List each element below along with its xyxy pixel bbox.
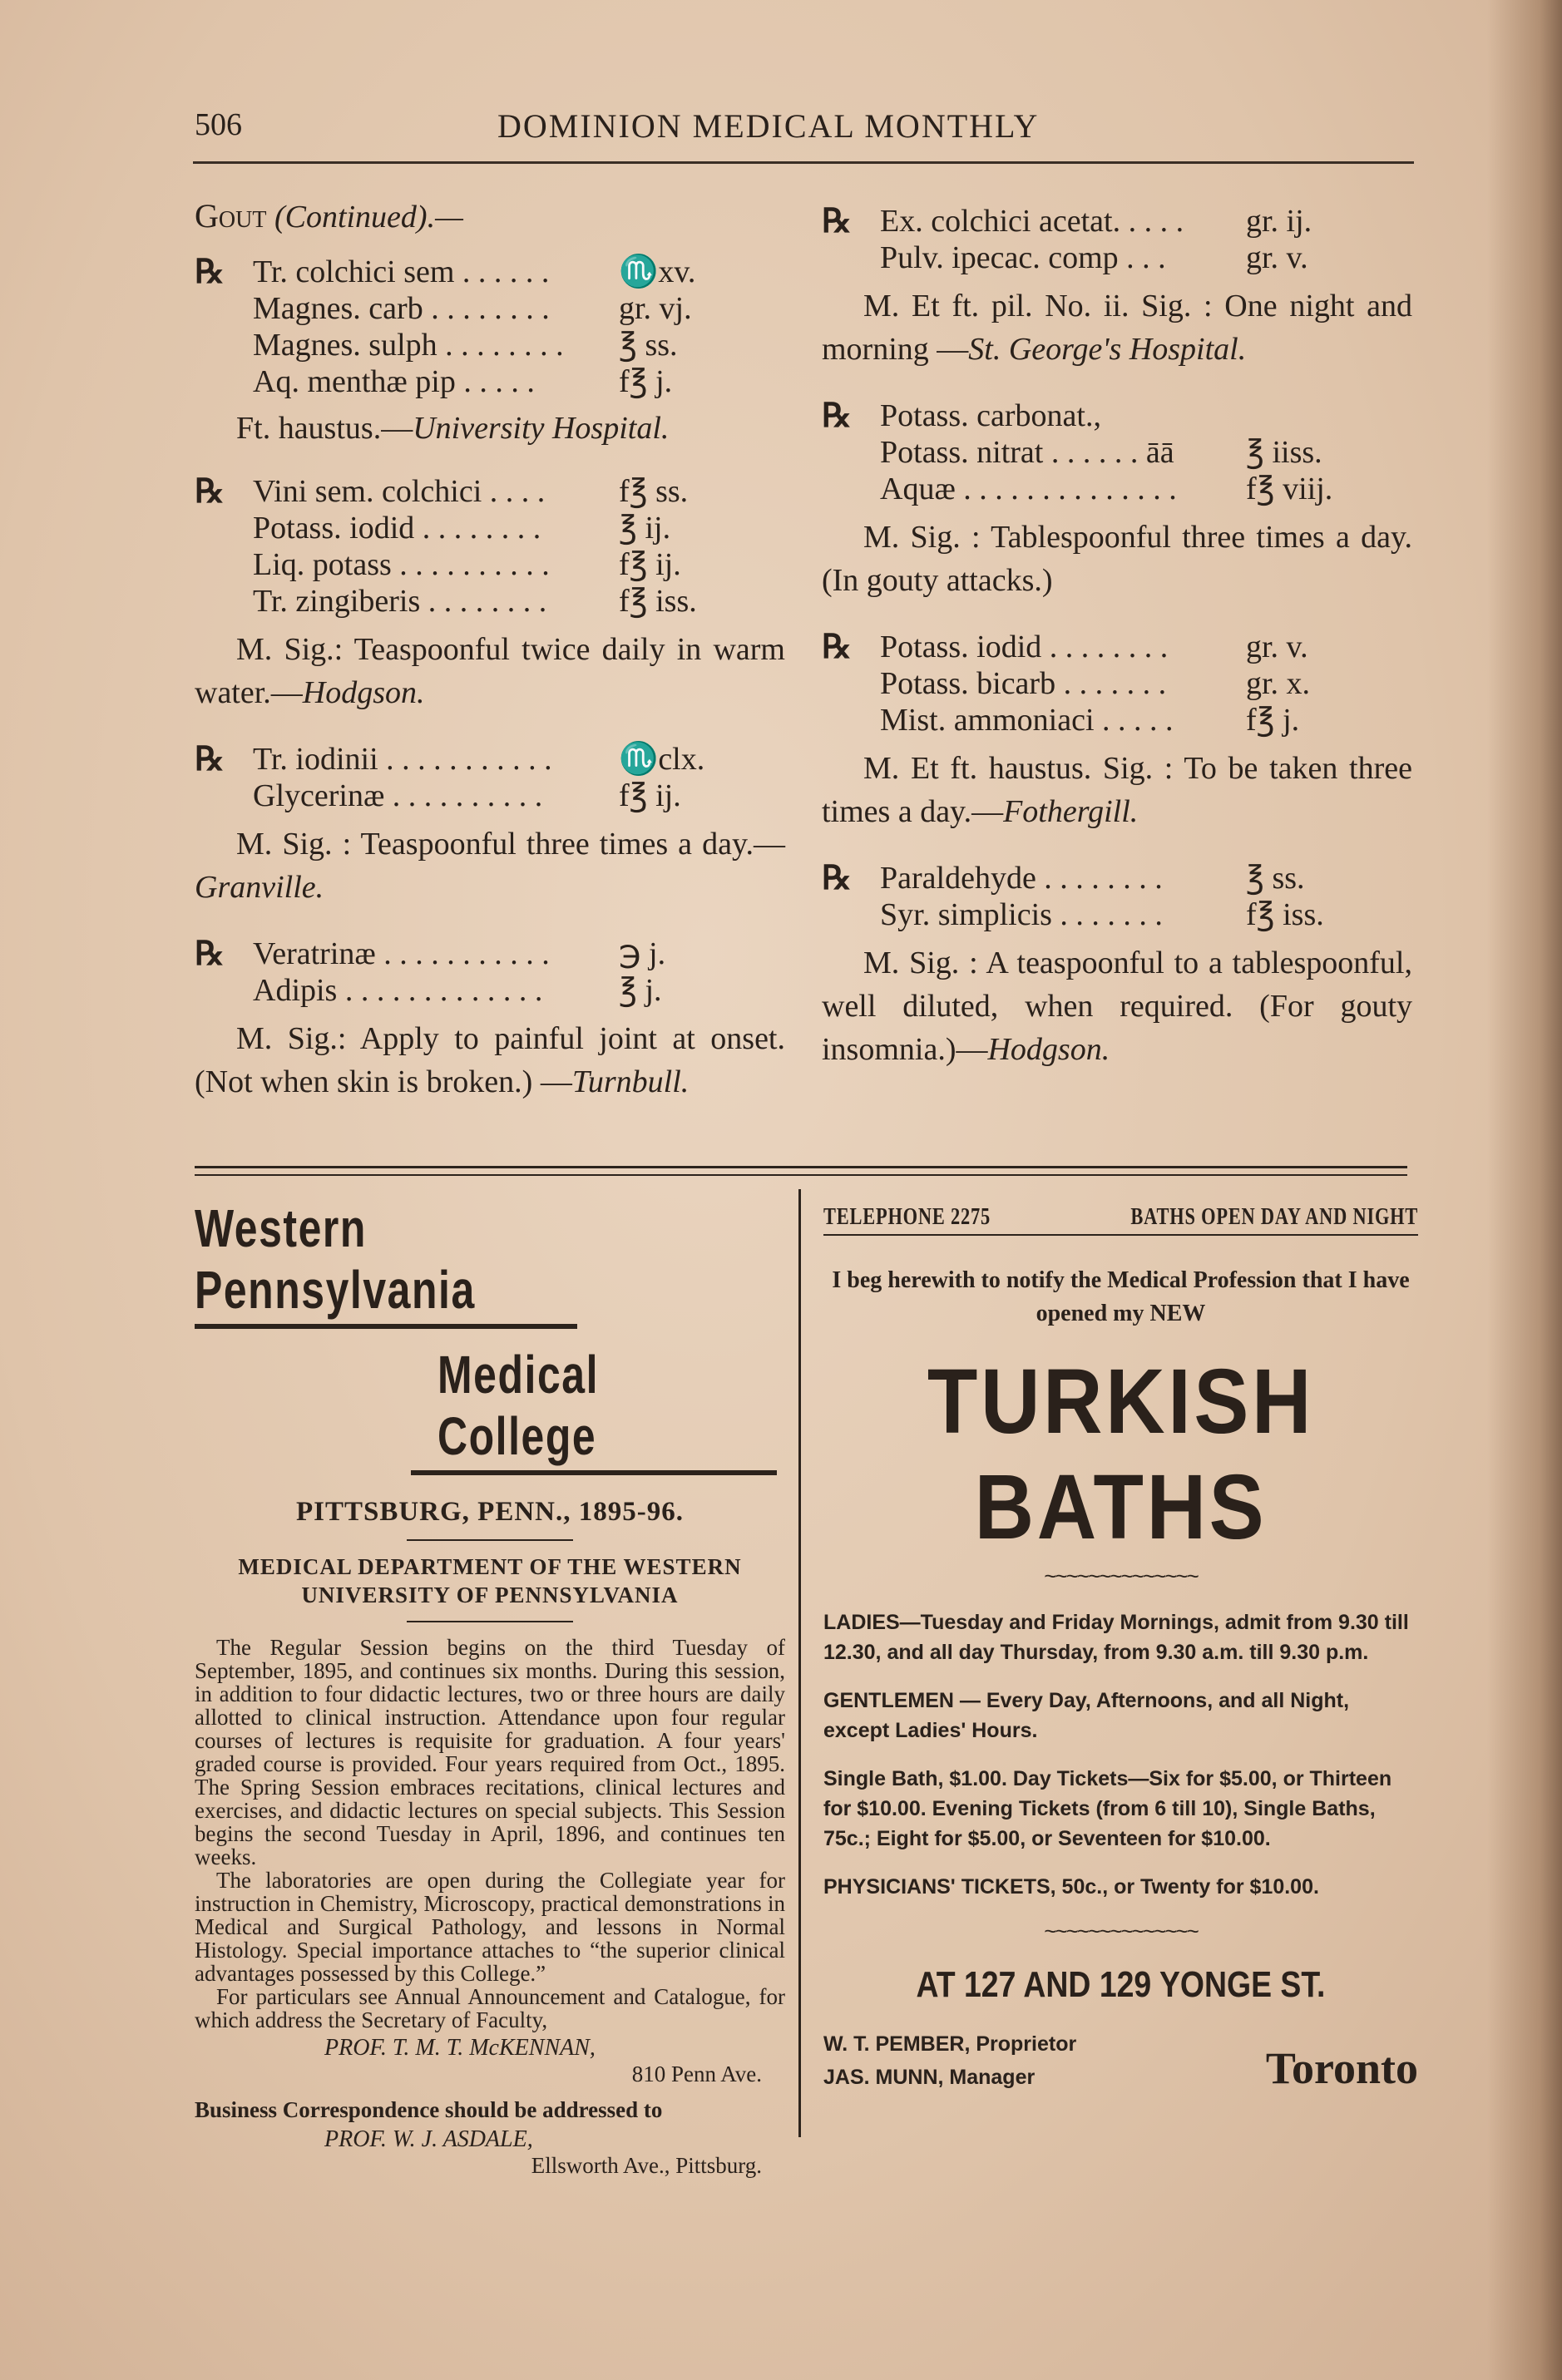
ingredient-row [822,471,1412,507]
ingredient-name: Mist. ammoniaci . . . . . [880,703,1174,738]
college-paragraph: The Regular Session begins on the third Tuesday of September, 1895, and continues six months. During this session, in addition to four didactic lectures, two or three hours are daily allotted to clinical instruction. Attendance upon four regular courses of lectures is requisite for graduation. A four years' graded course is provided. Four years required from Oct., 1895. The Spring Session embraces recitations, clinical lectures and exercises, and didactic lectures on special subjects. This Session begins the second Tuesday in April, 1896, and continues ten weeks. [195,1635,785,1869]
ingredient-qty: f℥ j. [619,364,673,399]
title-rule [411,1470,777,1475]
recipe-symbol: ℞ [195,935,225,972]
physicians-tickets: PHYSICIANS' TICKETS, 50c., or Twenty for $10.00. [823,1875,1319,1899]
ingredient-qty: f℥ iss. [1246,897,1324,932]
ingredient-name: Magnes. sulph . . . . . . . . [253,328,564,363]
section-heading [195,198,785,235]
prescription-7 [822,629,1412,833]
prescription-source: Hodgson. [987,1032,1110,1067]
ingredient-name: Tr. iodinii . . . . . . . . . . . [253,742,552,777]
ingredient-qty: ℥ iiss. [1246,435,1322,470]
ingredient-name: Potass. nitrat . . . . . . āā [880,435,1174,470]
ingredient-name: Vini sem. colchici . . . . [253,474,546,509]
ingredient-name: Magnes. carb . . . . . . . . [253,291,550,326]
prescription-directions: M. Sig.: Apply to painful joint at onset. (Not when skin is broken.) —Turnbull. [195,1021,785,1099]
ingredient-name: Potass. carbonat., [880,398,1101,433]
ingredient-row [195,290,785,327]
page-number: 506 [195,107,242,142]
ingredient-qty: ℥ j. [619,973,662,1008]
prescription-6 [822,397,1412,602]
prescription-directions: M. Sig. : Teaspoonful three times a day.—Granville. [195,827,785,905]
recipe-symbol: ℞ [195,740,225,778]
ingredient-qty: gr. v. [1246,630,1308,664]
ingredient-name: Tr. zingiberis . . . . . . . . [253,584,547,619]
ingredient-row [195,327,785,363]
ingredient-row [195,254,785,290]
ingredient-name: Syr. simplicis . . . . . . . [880,897,1163,932]
section-title: Gout [195,197,267,235]
spacer [822,602,1412,620]
ingredient-row [822,860,1412,896]
ingredient-row [195,972,785,1009]
baths-footer [823,2027,1418,2094]
college-paragraph: For particulars see Annual Announcement and Catalogue, for which address the Secretary of Faculty, [195,1984,785,2032]
college-advertisement [195,1197,785,2179]
ingredient-row [195,363,785,400]
section-divider-top [195,1166,1407,1168]
college-paragraph: The laboratories are open during the Collegiate year for instruction in Chemistry, Microscopy, practical demonstrations in Medical and Surgical Pathology, and lessons in Normal Histology. Special importance attaches to “the superior clinical advantages possessed by this College.” [195,1868,785,1986]
recipe-symbol: ℞ [195,253,225,290]
prescription-source: St. George's Hospital. [968,332,1247,367]
ingredient-row [822,665,1412,702]
ingredient-name: Potass. bicarb . . . . . . . [880,666,1167,701]
college-department: MEDICAL DEPARTMENT OF THE WESTERN UNIVERSITY OF PENNSYLVANIA [238,1554,742,1607]
prescription-source: Granville. [195,870,324,905]
ingredient-name: Tr. colchici sem . . . . . . [253,254,550,289]
ingredient-row [822,397,1412,434]
ingredient-name: Potass. iodid . . . . . . . . [253,511,541,546]
ingredient-row [822,203,1412,239]
opening-hours: BATHS OPEN DAY AND NIGHT [1130,1204,1418,1230]
business-note: Business Correspondence should be addressed to [195,2097,663,2122]
prescription-3 [195,741,785,909]
ingredient-name: Glycerinæ . . . . . . . . . . [253,778,543,813]
manager: JAS. MUNN, Manager [823,2066,1036,2089]
spacer [195,909,785,927]
ingredient-qty: f℥ ss. [619,474,689,509]
ladies-hours: LADIES—Tuesday and Friday Mornings, admit from 9.30 till 12.30, and all day Thursday, from 9.30 a.m. till 9.30 p.m. [823,1611,1409,1664]
spacer [822,833,1412,852]
proprietor: W. T. PEMBER, Proprietor [823,2032,1077,2056]
ingredient-qty: ℥ ss. [1246,861,1305,896]
prescription-2 [195,473,785,714]
left-column [195,198,785,1104]
ingredient-qty: ℥ ss. [619,328,678,363]
right-column [822,203,1412,1071]
baths-address: AT 127 AND 129 YONGE ST. [916,1964,1326,2005]
prescription-directions: M. Sig. : A teaspoonful to a tablespoonful, well diluted, when required. (For gouty insomnia.)—Hodgson. [822,946,1412,1067]
ingredient-name: Potass. iodid . . . . . . . . [880,630,1169,664]
ingredient-qty: gr. ij. [1246,204,1312,239]
header-rule [193,161,1414,164]
baths-top-line [823,1204,1418,1236]
spacer [195,447,785,465]
prescription-directions: M. Sig. : Tablespoonful three times a day. (In gouty attacks.) [822,520,1412,598]
prescription-5 [822,203,1412,371]
prescription-note: Ft. haustus.—University Hospital. [236,411,670,446]
ad-column-divider [798,1189,801,2137]
ingredient-name: Pulv. ipecac. comp . . . [880,240,1166,275]
section-divider-bottom [195,1174,1407,1176]
ingredient-qty: f℥ j. [1246,703,1300,738]
ingredient-qty: f℥ iss. [619,584,697,619]
ingredient-qty: f℥ ij. [619,547,681,582]
baths-title: TURKISH BATHS [927,1350,1315,1558]
prescription-source: University Hospital. [413,411,670,446]
college-body [195,1636,785,2032]
ingredient-name: Adipis . . . . . . . . . . . . . [253,973,543,1008]
prescription-4 [195,936,785,1104]
recipe-symbol: ℞ [822,202,852,239]
ingredient-name: Aquæ . . . . . . . . . . . . . . [880,472,1177,506]
secretary-address: 810 Penn Ave. [631,2062,762,2086]
prescription-directions: M. Et ft. pil. No. ii. Sig. : One night and morning —St. George's Hospital. [822,289,1412,367]
ingredient-row [195,741,785,778]
ingredient-row [195,583,785,620]
recipe-symbol: ℞ [195,472,225,510]
prescription-8 [822,860,1412,1071]
secretary-name: PROF. T. M. T. McKENNAN, [324,2035,596,2061]
ingredient-qty: ♏xv. [619,254,696,289]
baths-staff [823,2027,1076,2094]
ingredient-row [195,778,785,814]
gentlemen-hours: GENTLEMEN — Every Day, Afternoons, and all Night, except Ladies' Hours. [823,1689,1350,1742]
ingredient-row [822,239,1412,276]
title-rule [195,1324,577,1329]
prescription-source: Turnbull. [571,1064,690,1099]
ingredient-qty: ℥ ij. [619,511,671,546]
short-rule [407,1539,573,1541]
ingredient-row [822,702,1412,738]
city-name: Toronto [1265,2043,1418,2093]
business-name: PROF. W. J. ASDALE, [324,2126,533,2152]
prescription-directions: M. Et ft. haustus. Sig. : To be taken three times a day.—Fothergill. [822,751,1412,829]
ingredient-qty: ♏clx. [619,742,705,777]
ingredient-row [195,473,785,510]
prescription-directions: M. Sig.: Teaspoonful twice daily in warm water.—Hodgson. [195,632,785,710]
ingredient-qty: gr. vj. [619,291,692,326]
ingredient-name: Ex. colchici acetat. . . . . [880,204,1184,239]
decorative-flourish: ~~~~~~~~~~~~~~ [1044,1563,1198,1588]
ingredient-qty: f℥ viij. [1246,472,1333,506]
ingredient-row [822,434,1412,471]
turkish-baths-advertisement [823,1197,1418,2094]
bath-prices: Single Bath, $1.00. Day Tickets—Six for $5.00, or Thirteen for $10.00. Evening Tickets (from 6 till 10), Single Baths, 75c.; Eight for $5.00, or Seventeen for $10.00. [823,1767,1392,1850]
ingredient-row [822,896,1412,933]
telephone-number: TELEPHONE 2275 [823,1204,991,1230]
prescription-1 [195,254,785,447]
college-title-line2: Medical College [437,1345,600,1466]
ingredient-qty: ℈ j. [619,936,666,971]
decorative-flourish: ~~~~~~~~~~~~~~ [1044,1918,1198,1943]
ingredient-row [195,546,785,583]
recipe-symbol: ℞ [822,628,852,665]
spacer [195,714,785,733]
running-head: DOMINION MEDICAL MONTHLY [497,107,1040,145]
baths-intro: I beg herewith to notify the Medical Profession that I have opened my NEW [832,1267,1410,1326]
page-edge-shadow [1487,0,1562,2380]
ingredient-qty: gr. v. [1246,240,1308,275]
ingredient-name: Veratrinæ . . . . . . . . . . . [253,936,550,971]
recipe-symbol: ℞ [822,859,852,896]
college-location: PITTSBURG, PENN., 1895-96. [295,1497,685,1527]
ingredient-row [195,936,785,972]
college-title-line1: Western Pennsylvania [195,1198,476,1320]
spacer [822,371,1412,389]
ingredient-row [195,510,785,546]
ingredient-qty: f℥ ij. [619,778,681,813]
section-continued: (Continued).— [274,200,463,235]
ingredient-row [822,629,1412,665]
ingredient-name: Aq. menthæ pip . . . . . [253,364,535,399]
recipe-symbol: ℞ [822,397,852,434]
ingredient-name: Liq. potass . . . . . . . . . . [253,547,550,582]
prescription-source: Fothergill. [1003,794,1139,829]
ingredient-qty: gr. x. [1246,666,1311,701]
short-rule [407,1621,573,1622]
ingredient-name: Paraldehyde . . . . . . . . [880,861,1163,896]
business-address: Ellsworth Ave., Pittsburg. [531,2153,762,2178]
prescription-source: Hodgson. [302,675,425,710]
